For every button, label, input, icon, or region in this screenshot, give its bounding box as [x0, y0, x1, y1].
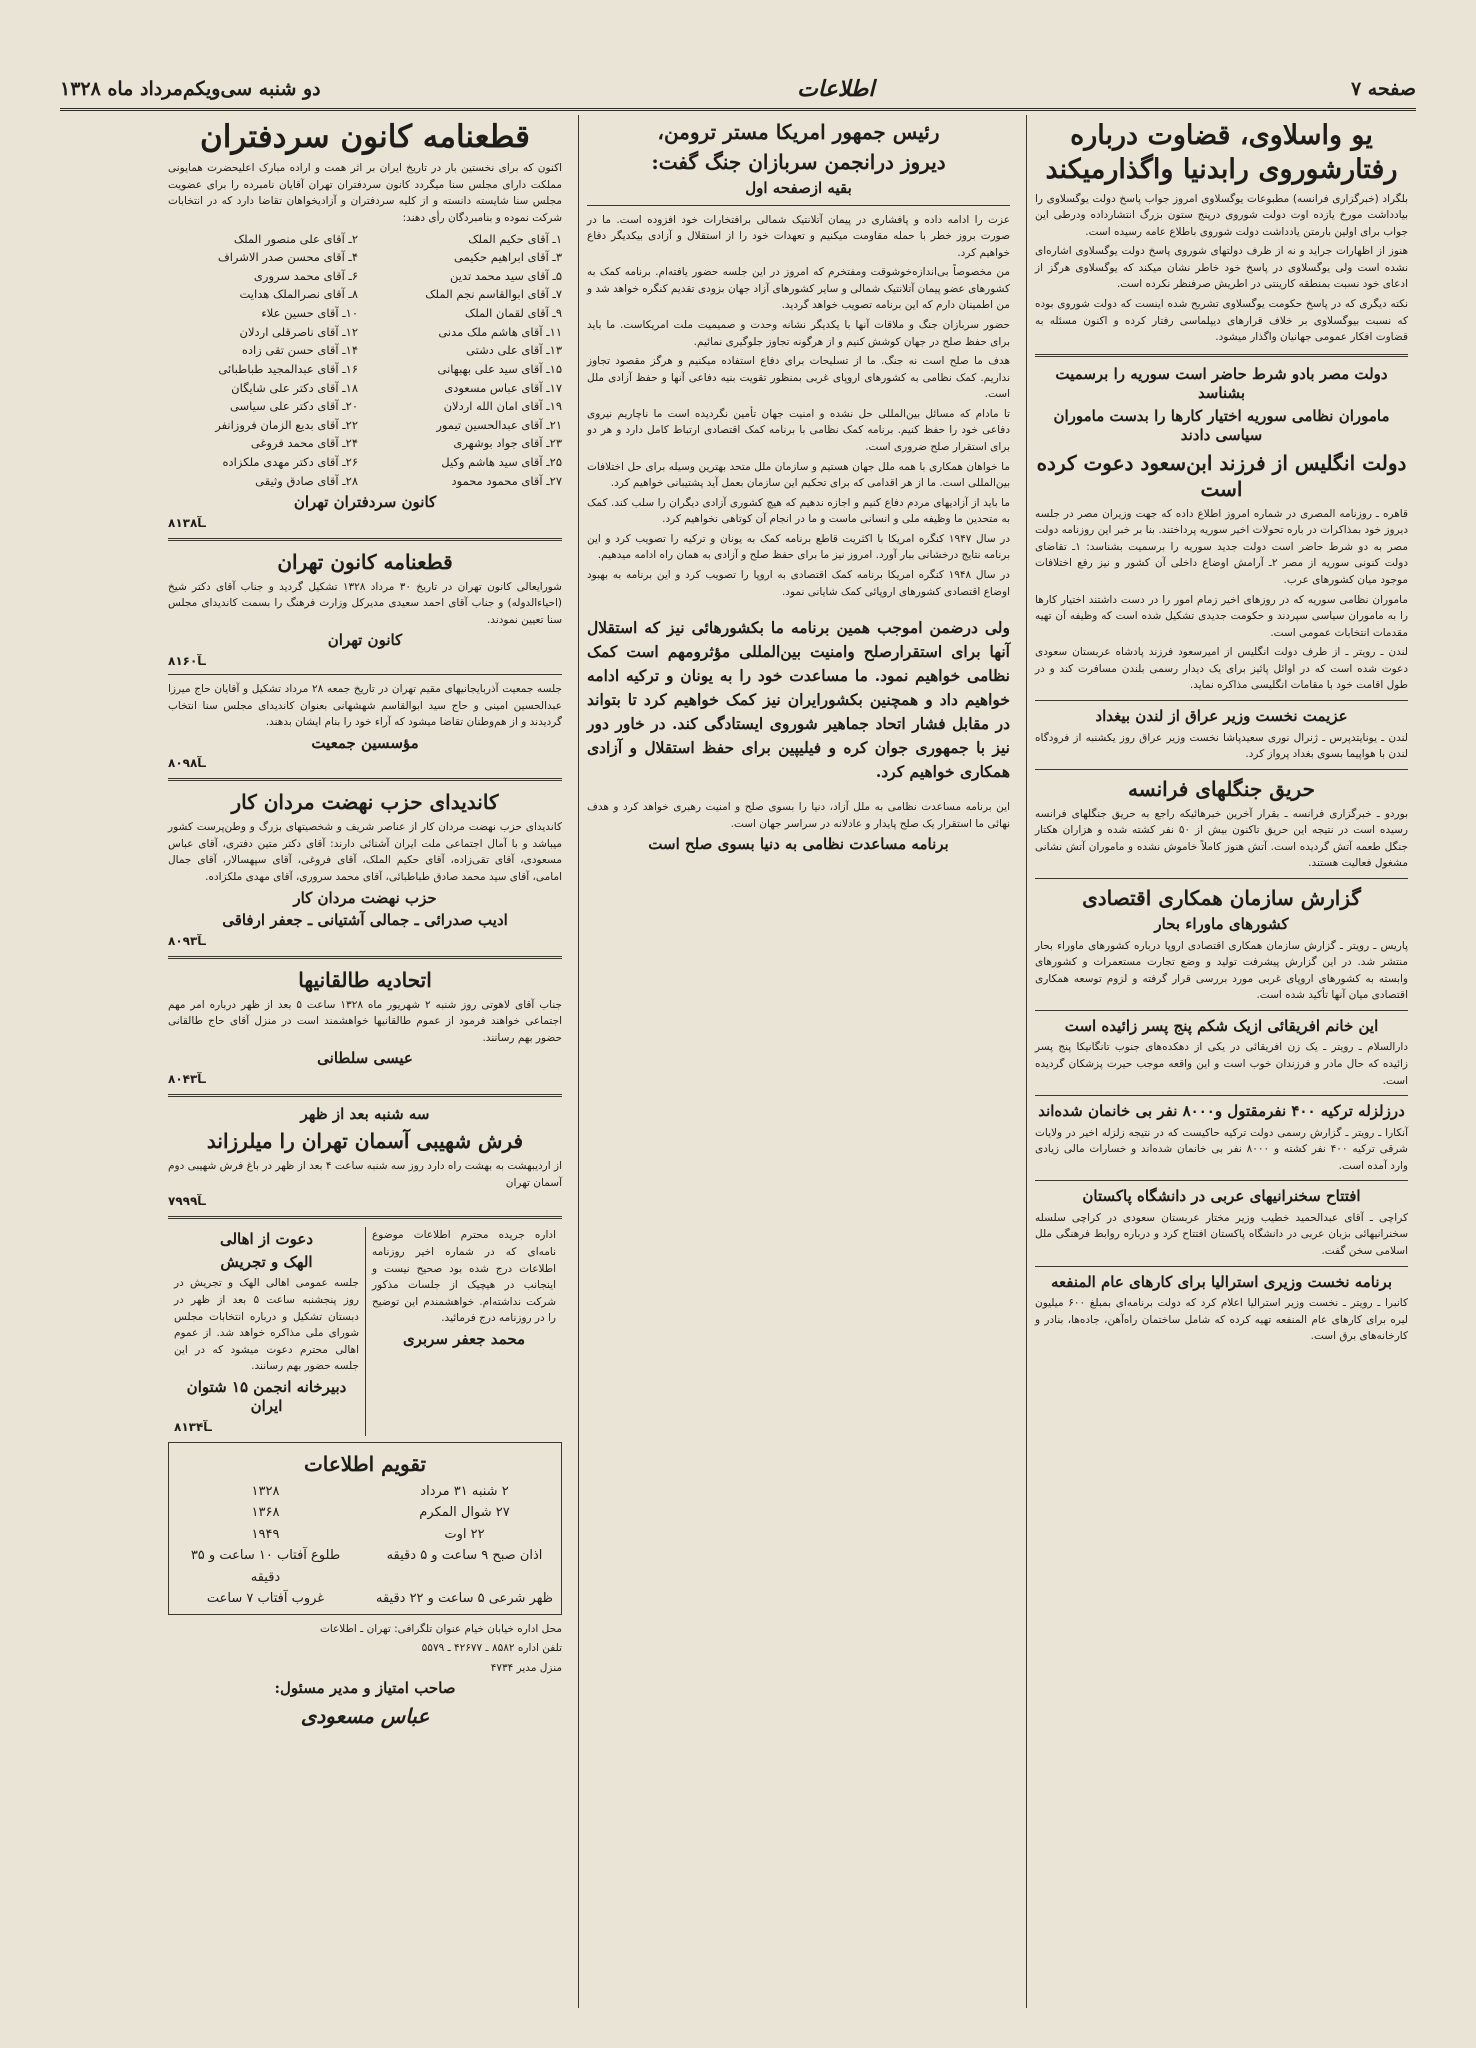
footer-manager: منزل مدیر ۴۷۳۴ — [490, 1661, 562, 1674]
invite-sign: دبیرخانه انجمن ۱۵ شتوان ایران — [186, 1377, 347, 1416]
tehran-club-code: ۸۱۶۰ـآ — [168, 653, 206, 668]
calendar-entry: ۲۲ اوت — [444, 1526, 485, 1542]
rug-ad-code: ۷۹۹۹ـآ — [168, 1194, 206, 1209]
article-egypt-p2: ماموران نظامی سوریه که در روزهای اخیر زمام امور را در دست داشتند اختیار کارها را به ماموران سیاسی سپردند و حکومت جدیدی تشکیل شده است که وظیفه آن تهیه مقدمات انتخابات عمومی است. — [1035, 593, 1408, 639]
headline-tehran-club: قطعنامه کانون تهران — [277, 549, 453, 574]
candidate-name: ۸ـ آقای نصرالملک هدایت — [239, 287, 358, 302]
candidate-name: ۲۱ـ آقای عبدالحسین تیمور — [436, 417, 562, 432]
candidate-name: ۱ـ آقای حکیم الملک — [468, 231, 562, 246]
candidate-name: ۲۸ـ آقای صادق وثیقی — [255, 473, 358, 488]
notice-azerbaijani-society: جلسه جمعیت آذربایجانیهای مقیم تهران در تاریخ جمعه ۲۸ مرداد تشکیل و آقایان حاج میرزا عبدالحسین امینی و حاج سید ابوالقاسم شهشهانی بعنوان کاندیدای مجلس سنا انتخاب گردیدند و از هم‌وطنان تقاضا میشود که آراء خود را بنام ایشان بدهند. — [168, 682, 562, 729]
notaries-sign: کانون سردفتران تهران — [293, 493, 437, 512]
labor-party-names: ادیب صدرائی ـ جمالی آشتیانی ـ جعفر ارفاقی — [222, 911, 508, 930]
notice-labor-party: کاندیدای حزب نهضت مردان کار از عناصر شریف و شخصیتهای بزرگ و وطن‌پرست کشور میباشد و با آمال اجتماعی ملت ایران آشنائی دارند: آقای دکتر متین دفتری، آقای عباس مسعودی، آقای تقی‌زاده، آقای حکیم الملک، آقای فروغی، آقای سپهسالار، آقای جمال امامی، آقای سید محمد صادق طباطبائی، آقای محمد سروری، آقای مهدی ملکزاده. — [168, 821, 562, 883]
candidate-name: ۲۵ـ آقای سید هاشم وکیل — [441, 455, 562, 469]
divider — [168, 956, 562, 959]
candidate-name: ۱۸ـ آقای دکتر علی شایگان — [231, 380, 358, 395]
candidate-name: ۲۷ـ آقای محمود محمود — [451, 473, 562, 488]
article-yugoslavia-p2: هنوز از اظهارات جراید و نه از ظرف دولتهای شوروی پاسخ دولت یوگسلاوی اشاره‌ای نشده است ولی یوگسلاوی در پاسخ خود خاطر نشان میکند که یوگسلاوی هرگز از ادعای خود نسبت بمنطقه کارینتی در اطریش صرفنظر نکرده است. — [1035, 245, 1408, 291]
article-yugoslavia-p1: بلگراد (خبرگزاری فرانسه) مطبوعات یوگسلاوی امروز جواب پاسخ دولت یوگسلاوی را بیادداشت مورخ یازده اوت دولت شوروی درپنج ستون بزرگ انتشارداده ودرطی این جواب برای اولین بارمتن یادداشت دولت شوروی باطلاع عامه رسیده است. — [1035, 192, 1408, 238]
calendar-entry: طلوع آفتاب ۱۰ ساعت و ۳۵ دقیقه — [190, 1548, 341, 1585]
article-pakistan: کراچی ـ آقای عبدالحمید خطیب وزیر مختار عربستان سعودی در کراچی سلسله سخنرانیهائی بزبان عربی در دانشگاه پاکستان افتتاح کرد و درباره روابط فرهنگی ملل اسلامی سخن گفت. — [1035, 1211, 1408, 1257]
divider — [1035, 1010, 1408, 1011]
headline-invite: دعوت از اهالی — [219, 1230, 314, 1249]
candidate-list — [168, 230, 562, 491]
headline-africa: این خانم افریقائی ازیک شکم پنج پسر زائیده است — [1064, 1016, 1379, 1035]
calendar-box — [168, 1442, 562, 1615]
rug-ad-top: سه شنبه بعد از ظهر — [300, 1104, 430, 1123]
calendar-entry: اذان صبح ۹ ساعت و ۵ دقیقه — [386, 1548, 543, 1564]
headline-economy: گزارش سازمان همکاری اقتصادی — [1082, 886, 1361, 911]
candidate-name: ۱۵ـ آقای سید علی بهبهانی — [437, 361, 562, 376]
candidate-name: ۲۳ـ آقای جواد بوشهری — [453, 436, 562, 451]
article-truman-p9: در سال ۱۹۴۸ کنگره امریکا برنامه کمک اقتصادی به اروپا را تصویب کرد و این برنامه به بهبود اوضاع اقتصادی کشورهای اروپائی کمک شایانی نمود. — [587, 569, 1010, 598]
article-quake: آنکارا ـ رویتر ـ گزارش رسمی دولت ترکیه حاکیست که در نتیجه زلزله اخیر در ولایات شرقی ترکیه ۴۰۰ نفر کشته و ۸۰۰۰ نفر بی خانمان شده‌اند و خسارات مالی زیادی وارد آمده است. — [1035, 1126, 1408, 1172]
headline-egypt-1: دولت مصر بادو شرط حاضر است سوریه را برسمیت بشناسد — [1055, 364, 1388, 403]
headline-iraq: عزیمت نخست وزیر عراق از لندن بیغداد — [1095, 707, 1348, 726]
candidate-name: ۵ـ آقای سید محمد تدین — [450, 268, 562, 283]
divider — [1035, 1266, 1408, 1267]
notice-office: اداره جریده محترم اطلاعات موضوع نامه‌ای که در شماره اخیر روزنامه اطلاعات درج شده بود صحیح نیست و اینجانب در هیچیک از جلسات مذکور شرکت نداشته‌ام. خواهشمندم این توضیح را در روزنامه درج فرمائید. — [372, 1229, 556, 1325]
candidate-name: ۲۴ـ آقای محمد فروغی — [250, 436, 358, 451]
headline-labor-party: کاندیدای حزب نهضت مردان کار — [231, 790, 499, 815]
article-truman-p6: ما خواهان همکاری با همه ملل جهان هستیم و سازمان ملل متحد بهترین وسیله برای حل اختلافات بین‌المللی است. ما از هر اقدامی که برای تحکیم این سازمان بعمل آید پشتیبانی خواهیم کرد. — [587, 460, 1010, 490]
article-truman-p5: تا مادام که مسائل بین‌المللی حل نشده و امنیت جهان تأمین نگردیده است ما ناچاریم نیروی دفاعی خود را حفظ کنیم. برنامه کمک نظامی با برنامه کمک اقتصادی ارتباط کامل دارد و هر دو برای استقرار صلح ضروری است. — [587, 407, 1010, 454]
divider — [587, 205, 1010, 206]
rug-ad-text: از اردیبهشت به بهشت راه دارد روز سه شنبه ساعت ۴ بعد از ظهر در باغ فرش شهیبی دوم آسمان تهران — [168, 1160, 562, 1189]
article-truman-p8: در سال ۱۹۴۷ کنگره امریکا با اکثریت قاطع برنامه کمک به یونان و ترکیه را تصویب کرد و این برنامه نتایج درخشانی ببار آورد. امروز نیز ما برای حفظ صلح و آزادی به همان راه ادامه میدهیم. — [587, 532, 1010, 562]
candidate-name: ۲۶ـ آقای دکتر مهدی ملکزاده — [222, 455, 358, 469]
headline-pakistan: افتتاح سخنرانیهای عربی در دانشگاه پاکستان — [1082, 1187, 1361, 1206]
calendar-grid — [175, 1481, 555, 1610]
article-truman-bold: ولی درضمن اموجب همین برنامه ما بکشورهائی نیز که استقلال آنها برای استقرارصلح وامنیت بین‌المللی مؤثرومهم است کمک نظامی خواهیم نمود. ما مساعدت خود را به یونان و ترکیه ادامه خواهیم داد و همچنین بکشورایران نیز کمک خواهیم کرد تا بتواند در مقابل فشار اتحاد جماهیر شوروی ایستادگی کند. در خاور دور نیز با جمهوری جوان کره و فیلیپین برای حفظ استقلال و آزادی همکاری خواهیم کرد. — [587, 617, 1010, 781]
article-iraq: لندن ـ یونایتدپرس ـ ژنرال نوری سعیدپاشا نخست وزیر عراق روز یکشنبه از فرودگاه لندن با هواپیما بسوی بغداد پرواز کرد. — [1035, 731, 1408, 761]
footer-telephone: تلفن اداره ۸۵۸۲ ـ ۴۲۶۷۷ ـ ۵۵۷۹ — [421, 1642, 562, 1655]
calendar-title: تقویم اطلاعات — [303, 1451, 427, 1476]
society-code: ۸۰۹۸ـآ — [168, 756, 206, 771]
candidate-name: ۱۹ـ آقای امان الله اردلان — [443, 399, 562, 414]
office-sign: محمد جعفر سربری — [402, 1329, 526, 1348]
divider — [1035, 878, 1408, 879]
calendar-entry: ظهر شرعی ۵ ساعت و ۲۲ دقیقه — [375, 1591, 554, 1607]
article-australia: کانبرا ـ رویتر ـ نخست وزیر استرالیا اعلام کرد که دولت برنامه‌ای بمبلغ ۶۰۰ میلیون لیره برای کارهای عام المنفعه تهیه کرده که شامل ساختمان راه‌آهن، جاده‌ها، بنادر و کارخانه‌های برق است. — [1035, 1297, 1408, 1343]
candidate-name: ۹ـ آقای لقمان الملک — [464, 306, 562, 320]
owner-label: صاحب امتیاز و مدیر مسئول: — [274, 1679, 456, 1698]
candidate-name: ۶ـ آقای محمد سروری — [253, 268, 358, 283]
notice-taleghani-union: جناب آقای لاهوتی روز شنبه ۲ شهریور ماه ۱۳۲۸ ساعت ۵ بعد از ظهر درباره امر مهم اجتماعی خواهند فرمود از عموم طالقانیها خواهشمند است در منزل آقای حاج طالقانی حضور بهم رسانند. — [168, 998, 563, 1044]
column-middle — [578, 115, 1018, 2008]
article-truman-p3: حضور سربازان جنگ و ملاقات آنها با یکدیگر نشانه وحدت و صمیمیت ملت امریکاست. ما باید برای حفظ صلح در جهان کوشش کنیم و از هرگونه تجاوز جلوگیری نمائیم. — [587, 318, 1010, 348]
article-fire: بوردو ـ خبرگزاری فرانسه ـ بقرار آخرین خبرهائیکه راجع به حریق جنگلهای فرانسه رسیده است در نتیجه این حریق تاکنون بیش از ۵۰ نفر کشته شده و هزاران هکتار جنگل طعمه آتش گردیده است. آتش هنوز کاملاً خاموش نشده و ماموران آتش نشانی مشغول فعالیت هستند. — [1035, 807, 1408, 870]
masthead — [60, 70, 1416, 111]
taleghani-code: ۸۰۴۳ـآ — [168, 1071, 206, 1086]
article-egypt-p3: لندن ـ رویتر ـ از طرف دولت انگلیس از امیرسعود فرزند پادشاه عربستان سعودی دعوت شده است که در اوائل پائیز برای یک دیدار رسمی بلندن مسافرت کند و در طول اقامت خود با مقامات انگلیسی مذاکره نماید. — [1035, 646, 1408, 692]
divider — [1035, 1180, 1408, 1181]
article-yugoslavia-p3: نکته دیگری که در پاسخ حکومت یوگسلاوی تشریح شده اینست که دولت شوروی بوده که نسبت بیوگسلاوی بر خلاف قرارهای دیپلماسی رفتار کرده و اکنون مسئله به قضاوت افکار عمومی جهانیان واگذار میشود. — [1035, 297, 1408, 344]
subheadline-invite: الهک و تجریش — [220, 1252, 313, 1271]
article-truman-end: برنامه مساعدت نظامی به دنیا بسوی صلح است — [648, 835, 949, 854]
article-egypt-p1: قاهره ـ روزنامه المصری در شماره امروز اطلاع داده که جهت وزیران مصر در جلسه دیروز خود بمذاکرات در باره تحولات اخیر سوریه پرداختند. بنا بر خبر این روزنامه دولت مصر به دو شرط حاضر است دولت جدید سوریه را برسمیت بشناسد: ۱ـ تقاضای دولت کنونی سوریه از مصر ۲ـ آرامش اوضاع داخلی آن کشور و نیز رفع اختلافات موجود میان کشورهای عرب. — [1035, 507, 1408, 587]
page-number: صفحه ۷ — [1350, 78, 1416, 100]
calendar-entry: ۲ شنبه ۳۱ مرداد — [420, 1483, 509, 1499]
owner-signature: عباس مسعودی — [300, 1703, 430, 1728]
headline-egypt-3: دولت انگلیس از فرزند ابن‌سعود دعوت کرده است — [1036, 450, 1407, 501]
notice-tehran-club: شورایعالی کانون تهران در تاریخ ۳۰ مرداد ۱۳۲۸ تشکیل گردید و جناب آقای دکتر شیخ (احیاءالدوله) و جناب آقای احمد سعیدی مدیرکل وزارت فرهنگ را بسمت کاندیدای مجلس سنا تعیین نمودند. — [168, 580, 562, 626]
column-left — [160, 115, 570, 2008]
article-economy: پاریس ـ رویتر ـ گزارش سازمان همکاری اقتصادی اروپا درباره کشورهای ماوراء بحار منتشر شد. در این گزارش پیشرفت تولید و وضع تجارت مستعمرات و کشورهای وابسته به کشورهای اروپای غربی مورد بررسی قرار گرفته و لزوم توسعه همکاری اقتصادی میان آنها تأکید شده است. — [1035, 939, 1408, 1002]
calendar-entry: ۲۷ شوال المکرم — [419, 1505, 510, 1521]
candidate-name: ۲۲ـ آقای بدیع الزمان فروزانفر — [215, 417, 358, 432]
headline-truman-1: رئیس جمهور امریکا مستر ترومن، — [657, 120, 940, 144]
calendar-entry: ۱۳۲۸ — [251, 1483, 280, 1499]
footer-address: محل اداره خیابان خیام عنوان تلگرافی: تهران ـ اطلاعات — [319, 1622, 562, 1635]
issue-date: دو شنبه سی‌ویکم‌مرداد ماه ۱۳۲۸ — [60, 78, 321, 100]
candidate-name: ۱۰ـ آقای حسین علاء — [261, 306, 358, 320]
divider — [1035, 354, 1408, 357]
candidate-name: ۱۳ـ آقای علی دشتی — [466, 343, 562, 358]
society-sign: مؤسسین جمعیت — [311, 733, 419, 752]
candidate-name: ۱۷ـ آقای عباس مسعودی — [444, 380, 562, 395]
labor-party-code: ۸۰۹۳ـآ — [168, 933, 206, 948]
article-africa: دارالسلام ـ رویتر ـ یک زن افریقائی در یکی از دهکده‌های جنوب تانگانیکا پنج پسر زائیده که حال مادر و فرزندان خوب است و این واقعه موجب حیرت پزشکان گردیده است. — [1035, 1041, 1408, 1087]
notaries-code: ۸۱۳۸ـآ — [168, 515, 206, 530]
headline-fire: حریق جنگلهای فرانسه — [1128, 776, 1315, 801]
notice-invite: جلسه عمومی اهالی الهک و تجریش در روز پنجشنبه ساعت ۵ بعد از ظهر در دبستان تشکیل و درباره انتخابات مجلس شورای ملی مذاکره خواهد شد. از عموم اهالی محترم دعوت میشود که در این جلسه حضور بهم رسانند. — [174, 1277, 359, 1373]
headline-truman-2: دیروز درانجمن سربازان جنگ گفت: — [651, 150, 946, 174]
candidate-name: ۱۶ـ آقای عبدالمجید طباطبائی — [218, 361, 358, 376]
labor-party-sign: حزب نهضت مردان کار — [293, 888, 437, 907]
divider — [168, 674, 562, 675]
article-truman-p7: ما باید از آزادیهای مردم دفاع کنیم و اجازه ندهیم که هیچ کشوری آزادی دیگران را سلب کند. کمک به متحدین ما وظیفه ملی و انسانی ماست و ما در انجام آن کوتاهی نخواهیم کرد. — [587, 496, 1010, 526]
candidate-name: ۴ـ آقای محسن صدر الاشراف — [217, 250, 358, 265]
invite-code: ۸۱۳۴ـآ — [174, 1419, 212, 1434]
calendar-entry: ۱۹۴۹ — [251, 1526, 280, 1542]
candidate-name: ۱۱ـ آقای هاشم ملک مدنی — [438, 324, 562, 339]
candidate-name: ۱۴ـ آقای حسن تقی زاده — [241, 343, 358, 358]
divider — [168, 1216, 562, 1219]
headline-rug-ad: فرش شهیبی آسمان تهران را میلرزاند — [206, 1129, 524, 1154]
divider — [168, 1094, 562, 1097]
bottom-right-subcol — [365, 1227, 562, 1435]
continued-label: بقیه ازصفحه اول — [745, 179, 852, 197]
bottom-notices — [168, 1227, 562, 1435]
headline-yugoslavia: یو واسلاوی، قضاوت درباره رفتارشوروی رابدنیا واگذارمیکند — [1045, 120, 1398, 185]
headline-taleghani-union: اتحادیه طالقانیها — [298, 967, 432, 992]
calendar-entry: ۱۳۶۸ — [251, 1505, 280, 1521]
divider — [168, 538, 562, 541]
article-truman-p1: عزت را ادامه داده و پافشاری در پیمان آتلانتیک شمالی برافتخارات خود افزوده است. ما در صورت بروز خطر با حمله مقاومت میکنیم و تعهدات خود را از استقلال و آزادی بیکدیگر دفاع خواهیم کرد. — [587, 213, 1010, 259]
tehran-club-sign: کانون تهران — [327, 631, 403, 650]
headline-notaries: قطعنامه کانون سردفتران — [200, 119, 530, 155]
article-truman-p4: هدف ما صلح است نه جنگ. ما از تسلیحات برای دفاع استفاده میکنیم و هرگز مقصود تجاوز نداریم. کمک نظامی به کشورهای اروپای غربی بمنظور تقویت بنیه دفاعی آنها و حفظ آزادی ملل است. — [587, 355, 1010, 401]
column-right — [1026, 115, 1416, 2008]
candidate-name: ۷ـ آقای ابوالقاسم نجم الملک — [425, 287, 562, 302]
subheadline-economy: کشورهای ماوراء بحار — [1154, 915, 1289, 934]
divider — [168, 778, 562, 781]
divider — [1035, 700, 1408, 701]
candidate-name: ۲ـ آقای علی منصور الملک — [233, 231, 358, 246]
divider — [1035, 769, 1408, 770]
divider — [1035, 1095, 1408, 1096]
paper-name: اطلاعات — [797, 76, 875, 102]
headline-australia: برنامه نخست وزیری استرالیا برای کارهای عام المنفعه — [1051, 1272, 1392, 1291]
taleghani-sign: عیسی سلطانی — [317, 1049, 413, 1068]
notice-notaries: اکنون که برای نخستین بار در تاریخ ایران بر اثر همت و اراده مبارک اعلیحضرت همایونی مملکت دارای مجلس سنا میگردد کانون سردفتران تهران آقایان نامبرده را برای عضویت مجلس سنا شایسته دانسته و از کلیه سردفتران و آزادیخواهان تقاضا دارد که در انتخابات شرکت نموده و بنامبردگان رأی دهند: — [168, 162, 562, 224]
headline-egypt-2: ماموران نظامی سوریه اختیار کارها را بدست ماموران سیاسی دادند — [1053, 406, 1390, 445]
article-truman-p10: این برنامه مساعدت نظامی به ملل آزاد، دنیا را بسوی صلح و امنیت رهبری خواهد کرد و هدف نهائی ما استقرار یک صلح پایدار و عادلانه در سراسر جهان است. — [587, 801, 1010, 830]
candidate-name: ۱۲ـ آقای ناصرقلی اردلان — [239, 324, 358, 339]
candidate-name: ۲۰ـ آقای دکتر علی سیاسی — [229, 399, 358, 414]
bottom-left-subcol — [168, 1227, 365, 1435]
article-truman-p2: من مخصوصاً بی‌اندازه‌خوشوقت ومفتخرم که امروز در این جلسه حضور یافته‌ام. برنامه کمک به کشورهای عضو پیمان آتلانتیک شمالی و سایر کشورهای آزاد جهان بزودی تقدیم کنگره خواهد شد و من اطمینان دارم که این برنامه تصویب خواهد گردید. — [587, 266, 1010, 312]
calendar-entry: غروب آفتاب ۷ ساعت — [206, 1591, 325, 1607]
candidate-name: ۳ـ آقای ابراهیم حکیمی — [453, 250, 562, 265]
headline-quake: درزلزله ترکیه ۴۰۰ نفرمقتول و۸۰۰۰ نفر بی خانمان شده‌اند — [1038, 1102, 1405, 1121]
